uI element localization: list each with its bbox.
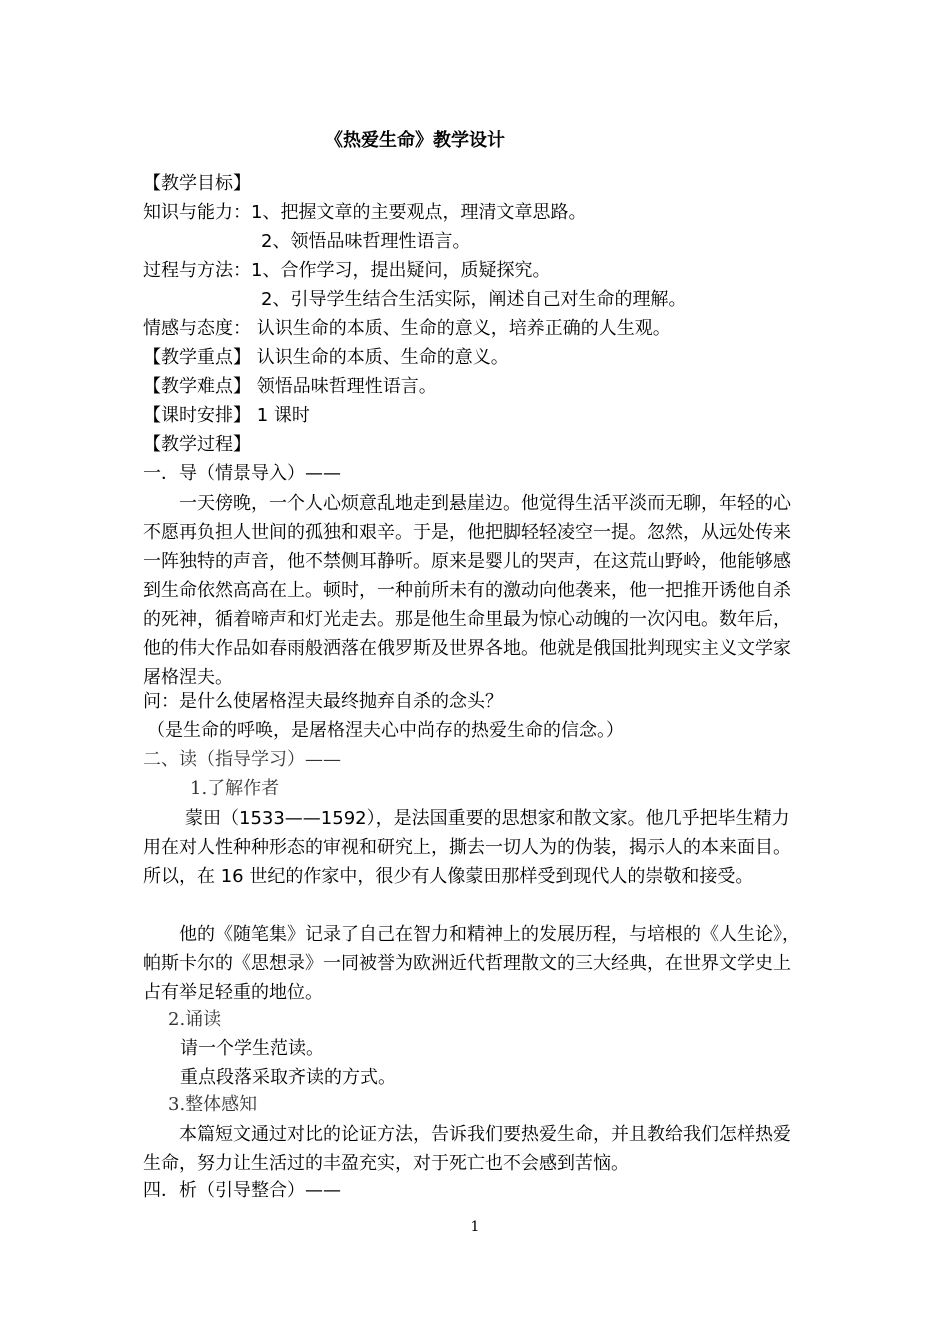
knowledge-objective-2: 2、领悟品味哲理性语言。 [261, 231, 471, 252]
document-title: 《热爱生命》教学设计 [325, 130, 505, 151]
section1-heading: 一．导（情景导入）—— [143, 463, 341, 484]
page-number: 1 [470, 1219, 480, 1235]
author-paragraph-1: 蒙田（1533——1592），是法国重要的思想家和散文家。他几乎把毕生精力用在对人性种种形态的审视和研究上，撕去一切人为的伪装，揭示人的本来面目。所以，在 16 世纪的作家中，很少有人像蒙田那样受到现代人的崇敬和接受。 [143, 808, 791, 887]
overall-paragraph: 本篇短文通过对比的论证方法，告诉我们要热爱生命，并且教给我们怎样热爱生命，努力让生活过的丰盈充实，对于死亡也不会感到苦恼。 [143, 1124, 791, 1174]
objectives-heading: 【教学目标】 [143, 173, 251, 194]
emotion-objective: 情感与态度： 认识生命的本质、生命的意义，培养正确的人生观。 [143, 318, 671, 339]
process-objective-2: 2、引导学生结合生活实际，阐述自己对生命的理解。 [261, 289, 687, 310]
section2-heading: 二、读（指导学习）—— [143, 749, 341, 770]
key-point: 【教学重点】 认识生命的本质、生命的意义。 [143, 347, 509, 368]
knowledge-objective-1: 知识与能力：1、把握文章的主要观点，理清文章思路。 [143, 202, 587, 223]
section4-heading: 四．析（引导整合）—— [143, 1180, 341, 1201]
process-heading: 【教学过程】 [143, 434, 251, 455]
recite-item-1: 请一个学生范读。 [180, 1038, 324, 1059]
author-paragraph-2: 他的《随笔集》记录了自己在智力和精神上的发展历程，与培根的《人生论》，帕斯卡尔的《思想录》一同被誉为欧洲近代哲理散文的三大经典，在世界文学史上占有举足轻重的地位。 [143, 924, 800, 1003]
recite-item-2: 重点段落采取齐读的方式。 [180, 1067, 396, 1088]
answer: （是生命的呼唤，是屠格涅夫心中尚存的热爱生命的信念。） [147, 720, 624, 741]
subheading-overall: 3.整体感知 [168, 1094, 258, 1115]
subheading-author: 1.了解作者 [190, 778, 280, 799]
difficulty: 【教学难点】 领悟品味哲理性语言。 [143, 376, 437, 397]
question: 问：是什么使屠格涅夫最终抛弃自杀的念头？ [143, 691, 503, 712]
schedule: 【课时安排】 1 课时 [143, 405, 310, 426]
section1-paragraph: 一天傍晚，一个人心烦意乱地走到悬崖边。他觉得生活平淡而无聊，年轻的心不愿再负担人世间的孤独和艰辛。于是，他把脚轻轻凌空一提。忽然，从远处传来一阵独特的声音，他不禁侧耳静听。原来是婴儿的哭声，在这荒山野岭，他能够感到生命依然高高在上。顿时，一种前所未有的激动向他袭来，他一把推开诱他自杀的死神，循着啼声和灯光走去。那是他生命里最为惊心动魄的一次闪电。数年后，他的伟大作品如春雨般洒落在俄罗斯及世界各地。他就是俄国批判现实主义文学家屠格涅夫。 [143, 493, 791, 688]
subheading-recite: 2.诵读 [168, 1009, 222, 1030]
process-objective-1: 过程与方法：1、合作学习，提出疑问，质疑探究。 [143, 260, 551, 281]
